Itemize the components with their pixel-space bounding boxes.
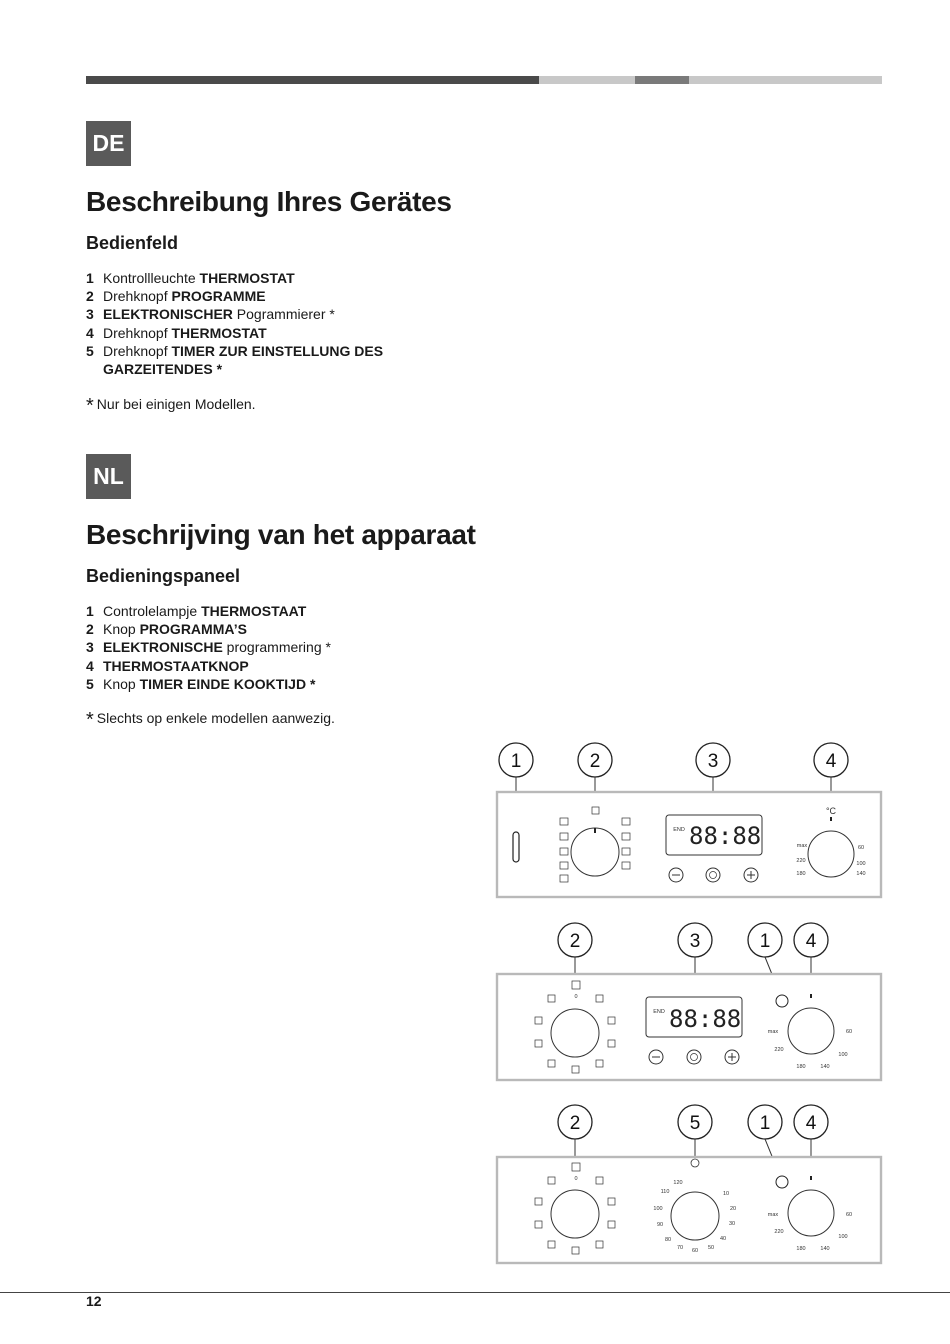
program-knob[interactable] <box>571 828 619 876</box>
callout-2-3 <box>678 923 712 957</box>
language-tag-de: DE <box>86 121 131 166</box>
footnote-star: * <box>86 395 94 417</box>
item-text: Drehknopf TIMER ZUR EINSTELLUNG DES GARZEITENDES * <box>103 342 384 378</box>
callout-1-4 <box>814 743 848 777</box>
list-item <box>86 342 446 378</box>
display-digits-2: 88:88 <box>669 1005 742 1033</box>
svg-text:END: END <box>673 827 685 833</box>
callout-3-5 <box>678 1105 712 1139</box>
svg-text:END: END <box>653 1009 665 1015</box>
item-text: Controlelampje THERMOSTAAT <box>103 603 307 619</box>
thermostat-knob-3[interactable] <box>788 1190 834 1236</box>
thermostat-light <box>513 832 519 862</box>
svg-text:110: 110 <box>660 1189 670 1195</box>
list-item <box>86 620 446 638</box>
svg-text:3: 3 <box>689 931 701 952</box>
control-panel-figure <box>480 735 900 1275</box>
panel-3 <box>497 1105 881 1263</box>
thermostat-light-2 <box>776 995 788 1007</box>
off-icon <box>592 807 599 814</box>
svg-text:220: 220 <box>796 858 806 864</box>
svg-text:60: 60 <box>857 845 865 851</box>
item-number: 3 <box>86 306 94 323</box>
svg-text:10: 10 <box>722 1191 730 1197</box>
thermostat-knob[interactable] <box>808 831 854 877</box>
section-title-nl: Beschrijving van het apparaat <box>86 519 476 550</box>
footnote-de <box>86 395 256 418</box>
callout-3-4 <box>794 1105 828 1139</box>
clock-button-2[interactable] <box>687 1050 701 1064</box>
header-bar-light-2 <box>689 76 882 84</box>
svg-text:20: 20 <box>729 1206 737 1212</box>
svg-text:max: max <box>796 843 808 849</box>
header-bar-light-1 <box>539 76 635 84</box>
list-item <box>86 269 446 287</box>
list-item <box>86 638 446 656</box>
svg-text:3: 3 <box>707 751 719 772</box>
item-number: 2 <box>86 621 94 638</box>
svg-text:2: 2 <box>589 751 601 772</box>
item-number: 4 <box>86 324 94 341</box>
item-text: Knop PROGRAMMA’S <box>103 621 247 638</box>
item-number: 2 <box>86 288 94 305</box>
svg-text:40: 40 <box>719 1236 727 1242</box>
item-number: 3 <box>86 639 94 656</box>
footnote-text: Slechts op enkele modellen aanwezig. <box>96 710 335 726</box>
callout-1-2 <box>578 743 612 777</box>
footnote-star: * <box>86 709 94 731</box>
item-text: THERMOSTAATKNOP <box>103 657 249 674</box>
svg-text:4: 4 <box>805 1113 817 1134</box>
list-item <box>86 657 446 675</box>
svg-text:180: 180 <box>796 871 806 877</box>
list-item <box>86 287 446 305</box>
program-knob-2[interactable] <box>551 1009 599 1057</box>
svg-text:°C: °C <box>825 806 837 816</box>
parts-list-nl <box>86 602 446 693</box>
svg-text:70: 70 <box>676 1245 684 1251</box>
svg-text:2: 2 <box>569 931 581 952</box>
svg-text:100: 100 <box>838 1052 848 1058</box>
svg-text:90: 90 <box>656 1222 664 1228</box>
item-text: Drehknopf THERMOSTAT <box>103 324 267 341</box>
page-number: 12 <box>86 1293 102 1309</box>
callout-2-1 <box>748 923 782 957</box>
item-number: 1 <box>86 603 94 619</box>
language-tag-nl: NL <box>86 454 131 499</box>
item-text: Knop TIMER EINDE KOOKTIJD * <box>103 675 316 692</box>
svg-text:220: 220 <box>774 1047 784 1053</box>
display-digits: 88:88 <box>689 822 762 850</box>
svg-text:4: 4 <box>805 931 817 952</box>
svg-text:1: 1 <box>510 751 522 772</box>
footnote-text: Nur bei einigen Modellen. <box>96 396 256 412</box>
svg-text:140: 140 <box>820 1064 830 1070</box>
svg-text:100: 100 <box>856 861 866 867</box>
item-text: Drehknopf PROGRAMME <box>103 288 266 305</box>
list-item <box>86 324 446 342</box>
callout-1-3 <box>696 743 730 777</box>
svg-text:4: 4 <box>825 751 837 772</box>
item-number: 4 <box>86 657 94 674</box>
item-text: ELEKTRONISCHER Pogrammierer * <box>103 306 335 323</box>
list-item <box>86 602 446 620</box>
section-subtitle-nl: Bedieningspaneel <box>86 566 241 586</box>
callout-2-4 <box>794 923 828 957</box>
thermostat-knob-2[interactable] <box>788 1008 834 1054</box>
clock-button[interactable] <box>706 868 720 882</box>
svg-text:120: 120 <box>673 1180 683 1186</box>
svg-text:180: 180 <box>796 1246 806 1252</box>
callout-3-2 <box>558 1105 592 1139</box>
header-bar <box>86 76 882 84</box>
svg-text:100: 100 <box>653 1206 663 1212</box>
svg-text:0: 0 <box>574 1176 578 1182</box>
end-timer-knob[interactable] <box>671 1192 719 1240</box>
svg-text:180: 180 <box>796 1064 806 1070</box>
callout-3-1 <box>748 1105 782 1139</box>
svg-text:140: 140 <box>856 871 866 877</box>
callout-1-1 <box>499 743 533 777</box>
item-text: ELEKTRONISCHE programmering * <box>103 639 331 656</box>
program-knob-3[interactable] <box>551 1190 599 1238</box>
section-title-de: Beschreibung Ihres Gerätes <box>86 186 452 217</box>
item-number: 5 <box>86 342 94 359</box>
svg-text:140: 140 <box>820 1246 830 1252</box>
list-item <box>86 675 446 693</box>
svg-text:5: 5 <box>689 1113 701 1134</box>
header-bar-dark <box>86 76 539 84</box>
section-subtitle-de: Bedienfeld <box>86 233 179 253</box>
svg-text:60: 60 <box>845 1212 853 1218</box>
panel-2 <box>497 923 881 1080</box>
svg-text:max: max <box>767 1212 779 1218</box>
svg-text:220: 220 <box>774 1229 784 1235</box>
svg-text:60: 60 <box>845 1029 853 1035</box>
svg-text:max: max <box>767 1029 779 1035</box>
list-item <box>86 305 446 323</box>
svg-text:0: 0 <box>574 994 578 1000</box>
item-number: 1 <box>86 270 94 286</box>
header-bar-mid <box>635 76 689 84</box>
svg-text:80: 80 <box>664 1237 672 1243</box>
item-text: Kontrollleuchte THERMOSTAT <box>103 270 295 286</box>
footnote-nl <box>86 709 335 732</box>
thermostat-light-3 <box>776 1176 788 1188</box>
panel-1 <box>497 743 881 897</box>
svg-text:60: 60 <box>691 1248 699 1254</box>
item-number: 5 <box>86 675 94 692</box>
parts-list-de <box>86 269 446 378</box>
svg-text:2: 2 <box>569 1113 581 1134</box>
callout-2-2 <box>558 923 592 957</box>
svg-text:30: 30 <box>728 1221 736 1227</box>
footer-line <box>0 1292 950 1293</box>
svg-text:50: 50 <box>707 1245 715 1251</box>
svg-text:100: 100 <box>838 1234 848 1240</box>
svg-text:1: 1 <box>759 931 771 952</box>
svg-text:1: 1 <box>759 1113 771 1134</box>
